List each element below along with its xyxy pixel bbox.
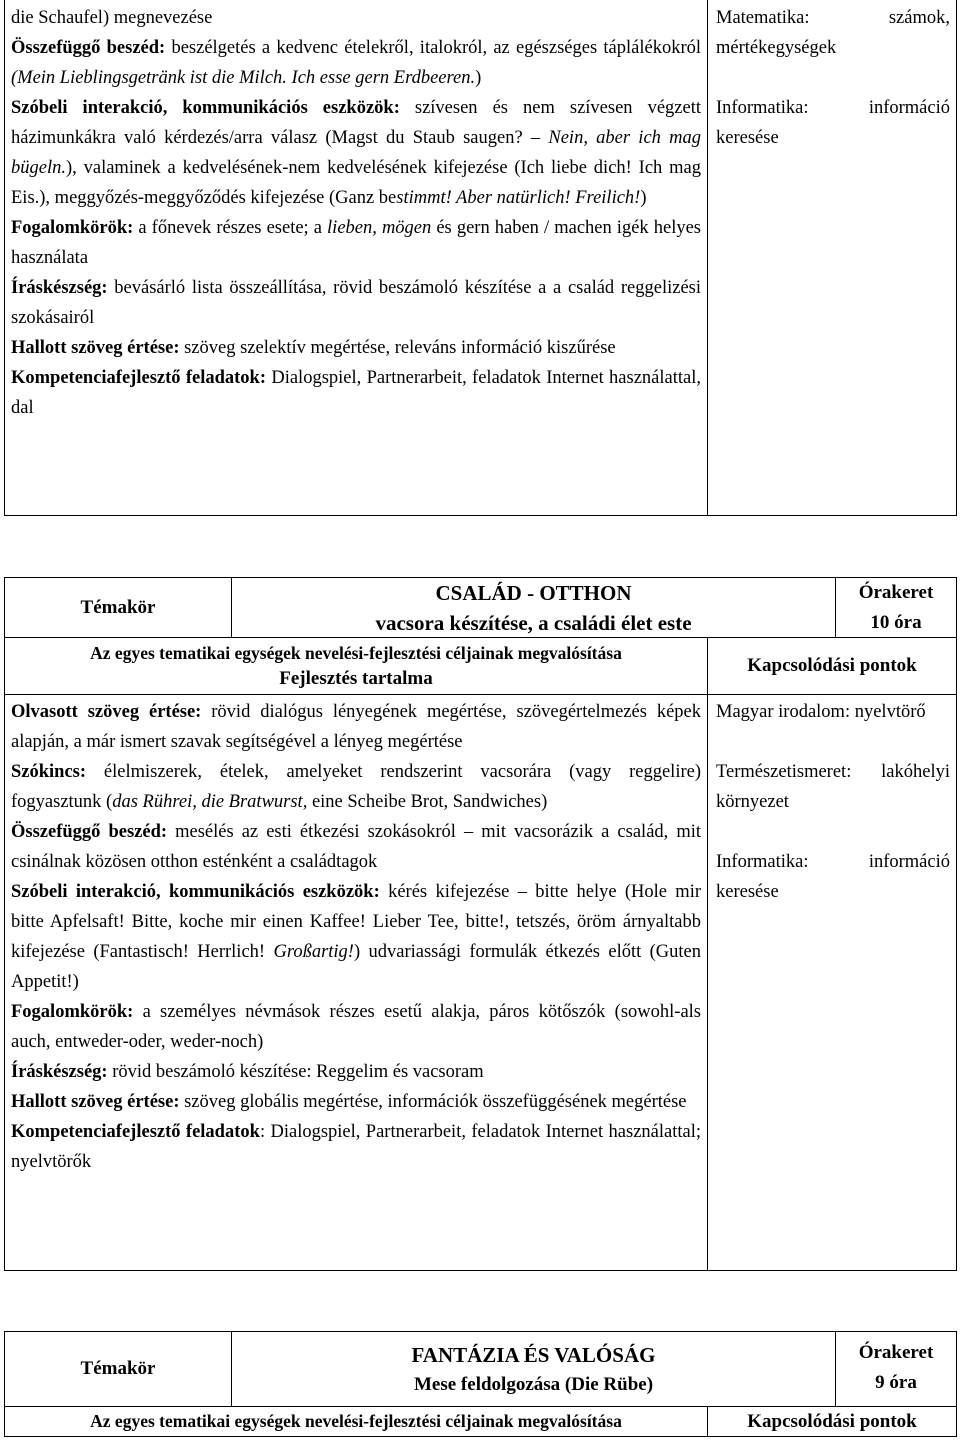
topic-title: CSALÁD - OTTHON: [435, 581, 632, 605]
content-paragraph: Hallott szöveg értése: szöveg globális megértése, információk összefüggésének megértése: [11, 1092, 687, 1112]
orakeret-label: Órakeret: [858, 1342, 934, 1363]
content-paragraph: Összefüggő beszéd: beszélgetés a kedvenc ételekről, italokról, az egészséges táplálékokról (Mein Lieblingsgetränk ist die Milch. Ich esse gern Erdbeeren.): [11, 38, 701, 88]
content-paragraph: Szókincs: élelmiszerek, ételek, amelyeket rendszerint vacsorára (vagy reggelire) fogyasztunk (das Rührei, die Bratwurst, eine Scheibe Brot, Sandwiches): [11, 762, 701, 812]
orakeret-value: 9 óra: [875, 1372, 917, 1393]
connection-header: Kapcsolódási pontok: [747, 655, 917, 676]
content-paragraphs: [11, 697, 701, 1177]
connection-points: [716, 3, 950, 153]
temakor-label: Témakör: [80, 1358, 156, 1379]
side-cell: [716, 697, 950, 907]
development-content-label: Fejlesztés tartalma: [279, 668, 433, 689]
content-paragraph: Íráskészség: rövid beszámoló készítése: Reggelim és vacsoram: [11, 1062, 484, 1082]
orakeret-value: 10 óra: [870, 612, 922, 633]
connection-point: Matematika: számok, mértékegységek: [716, 8, 950, 58]
content-paragraph: Fogalomkörök: a személyes névmások részes esetű alakja, páros kötőszók (sowohl-als auch, entweder-oder, weder-noch): [11, 1002, 701, 1052]
topic-title-block: [232, 578, 835, 637]
orakeret-block: [836, 578, 956, 637]
goals-header: [5, 1408, 707, 1436]
connection-header: Kapcsolódási pontok: [747, 1410, 917, 1432]
content-paragraph: Összefüggő beszéd: mesélés az esti étkezési szokásokról – mit vacsorázik a család, mit csinálnak közösen otthon esténként a családtagok: [11, 822, 701, 872]
content-paragraph: Kompetenciafejlesztő feladatok: Dialogspiel, Partnerarbeit, feladatok Internet használattal; nyelvtörők: [11, 1122, 701, 1172]
content-paragraph: Kompetenciafejlesztő feladatok: Dialogspiel, Partnerarbeit, feladatok Internet használattal, dal: [11, 368, 701, 418]
side-cell: [716, 3, 950, 153]
connection-points: [716, 697, 950, 907]
connection-point: Természetismeret: lakóhelyi környezet: [716, 762, 950, 812]
connection-point: Informatika: információ keresése: [716, 852, 950, 902]
topic-title: FANTÁZIA ÉS VALÓSÁG: [411, 1343, 656, 1367]
goals-label: Az egyes tematikai egységek nevelési-fejlesztési céljainak megvalósítása: [90, 1411, 622, 1431]
content-paragraphs: [11, 3, 701, 423]
content-paragraph: Hallott szöveg értése: szöveg szelektív megértése, releváns információ kiszűrése: [11, 338, 616, 358]
column-divider: [707, 637, 708, 1271]
topic-title-block: [232, 1340, 835, 1406]
orakeret-label: Órakeret: [858, 582, 934, 603]
topic-subtitle: vacsora készítése, a családi élet este: [375, 611, 692, 635]
content-cell: [11, 697, 701, 1177]
temakor-label: Témakör: [80, 596, 156, 618]
content-paragraph: Szóbeli interakció, kommunikációs eszközök: szívesen és nem szívesen végzett házimunkákra való kérdezés/arra válasz (Magst du Staub saugen? – Nein, aber ich mag bügeln.), valaminek a kedvelésének-nem kedvelésének kifejezése (Ich liebe dich! Ich mag Eis.), meggyőzés-meggyőződés kifejezése (Ganz bestimmt! Aber natürlich! Freilich!): [11, 98, 701, 208]
content-paragraph: die Schaufel) megnevezése: [11, 8, 213, 28]
content-paragraph: Szóbeli interakció, kommunikációs eszközök: kérés kifejezése – bitte helye (Hole mir bitte Apfelsaft! Bitte, koche mir einen Kaffee! Lieber Tee, bitte!, tetszés, öröm árnyaltabb kifejezése (Fantastisch! Herrlich! Großartig!) udvariassági formulák étkezés előtt (Guten Appetit!): [11, 882, 702, 992]
row-divider: [4, 694, 957, 695]
column-divider: [707, 0, 708, 516]
content-cell: [11, 3, 701, 423]
content-paragraph: Fogalomkörök: a főnevek részes esete; a lieben, mögen és gern haben / machen igék helyes használata: [11, 218, 701, 268]
goals-header: [5, 638, 707, 694]
connection-point: Magyar irodalom: nyelvtörő: [716, 702, 926, 722]
topic-subtitle: Mese feldolgozása (Die Rübe): [413, 1374, 654, 1395]
orakeret-block: [836, 1338, 956, 1404]
content-paragraph: Olvasott szöveg értése: rövid dialógus lényegének megértése, szövegértelmezés képek alapján, a már ismert szavak segítségével a lényeg megértése: [11, 702, 702, 752]
connection-point: Informatika: információ keresése: [716, 98, 950, 148]
goals-label: Az egyes tematikai egységek nevelési-fejlesztési céljainak megvalósítása: [90, 643, 622, 663]
content-paragraph: Íráskészség: bevásárló lista összeállítása, rövid beszámoló készítése a a család reggelizési szokásairól: [11, 278, 701, 328]
